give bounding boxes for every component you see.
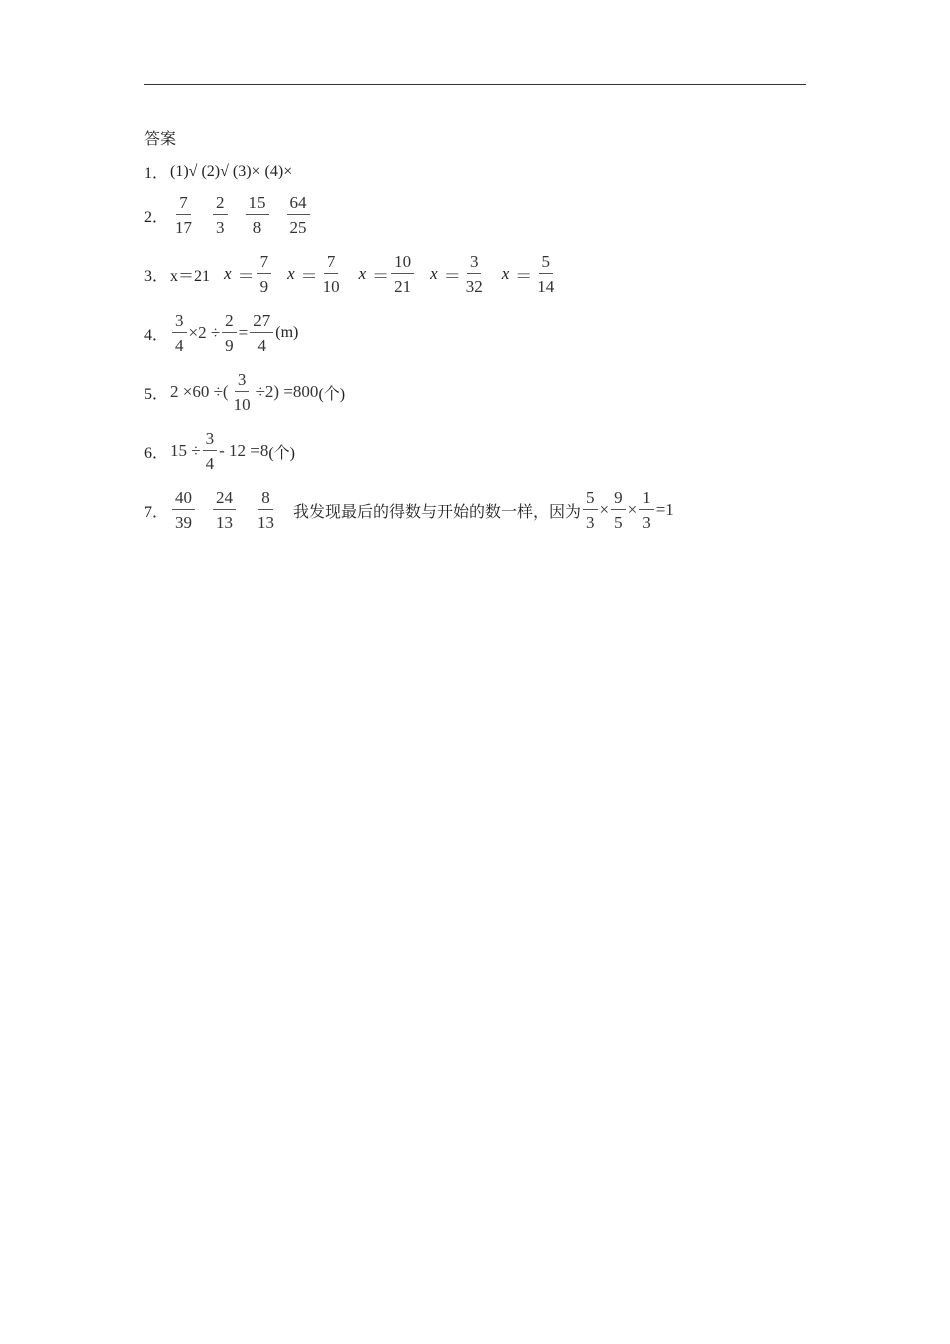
unit: (个) [318,385,346,403]
fraction: $\frac{8}{13}$ [257,488,274,532]
fraction: $\frac{2}{3}$ [213,194,228,236]
fraction: $\frac{3}{4}$ [203,430,218,472]
answer-number: 4． [144,326,169,344]
answer-1 [144,160,292,183]
unit: (个) [268,444,296,462]
operator: = [238,323,249,342]
fraction: $\frac{10}{21}$ [391,253,414,295]
fraction: $\frac{64}{25}$ [287,194,310,236]
fraction: $\frac{9}{5}$ [611,489,626,531]
page-title: 答案 [144,131,177,148]
expression-part: ÷2) =800 [255,382,319,401]
answer-5 [144,371,345,413]
fraction: $\frac{2}{9}$ [222,312,237,354]
header-rule [144,84,806,85]
fraction: $\frac{15}{8}$ [246,194,269,236]
operator: × [599,500,610,519]
fraction: $\frac{24}{13}$ [213,489,236,531]
operator: × [627,500,638,519]
fraction: $\frac{3}{10}$ [233,370,251,414]
result: =1 [655,500,674,519]
answer-number: 2． [144,208,169,226]
answer-number: 5． [144,385,169,403]
answer-7 [144,489,674,531]
fraction: $\frac{7}{10}$ [322,252,340,296]
answer-3: 3． x＝21 x ＝ $\frac{7}{9}$ x ＝ $\frac{7}{10}$ x ＝ $\frac{10}{21}$ x ＝ $\frac{3}{32}$ x ＝ $\frac{5}{14}$ [144,253,559,295]
fraction: $\frac{5}{3}$ [583,489,598,531]
operator: ×2 ÷ [188,323,221,342]
expression-part: 2 ×60 ÷( [170,382,229,401]
answer-2 [144,194,312,236]
answer-number: 7． [144,503,169,521]
answer-number: 1． [144,165,169,182]
answer-number: 3． [144,267,169,285]
fraction: $\frac{27}{4}$ [250,312,273,354]
answer-4 [144,312,298,354]
explanation-text: 我发现最后的得数与开始的数一样，因为 [293,503,582,521]
fraction: $\frac{1}{3}$ [639,489,654,531]
answer-prefix: x＝21 [170,267,211,285]
fraction: $\frac{7}{9}$ [257,253,272,295]
fraction: $\frac{7}{17}$ [175,193,192,237]
answer-text: (1)√ (2)√ (3)× (4)× [170,162,293,180]
fraction: $\frac{3}{32}$ [465,252,483,296]
fraction: $\frac{3}{4}$ [172,312,187,354]
fraction: $\frac{5}{14}$ [537,252,555,296]
answer-number: 6． [144,444,169,462]
expression-part: 15 ÷ [170,441,201,460]
fraction: $\frac{40}{39}$ [172,489,195,531]
answer-6 [144,430,295,472]
expression-part: - 12 =8 [219,441,269,460]
unit: (m) [275,324,299,341]
